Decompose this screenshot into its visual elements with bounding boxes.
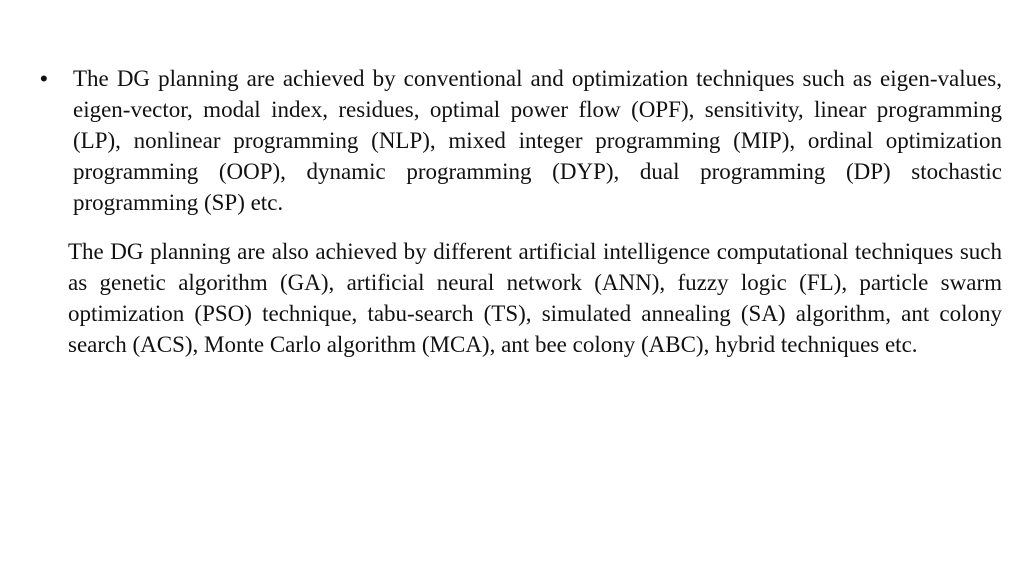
bullet-list-item (40, 63, 1002, 218)
bullet-dot-icon: • (40, 66, 48, 91)
conventional-techniques-paragraph: The DG planning are achieved by conventional and optimization techniques such as eigen-values, eigen-vector, modal index, residues, optimal power flow (OPF), sensitivity, linear programming (LP), nonlinear programming (NLP), mixed integer programming (MIP), ordinal optimization programming (OOP), dynamic programming (DYP), dual programming (DP) stochastic programming (SP) etc. (73, 66, 1002, 215)
ai-techniques-paragraph: The DG planning are also achieved by different artificial intelligence computational techniques such as genetic algorithm (GA), artificial neural network (ANN), fuzzy logic (FL), particle swarm optimization (PSO) technique, tabu-search (TS), simulated annealing (SA) algorithm, ant colony search (ACS), Monte Carlo algorithm (MCA), ant bee colony (ABC), hybrid techniques etc. (68, 239, 1002, 357)
